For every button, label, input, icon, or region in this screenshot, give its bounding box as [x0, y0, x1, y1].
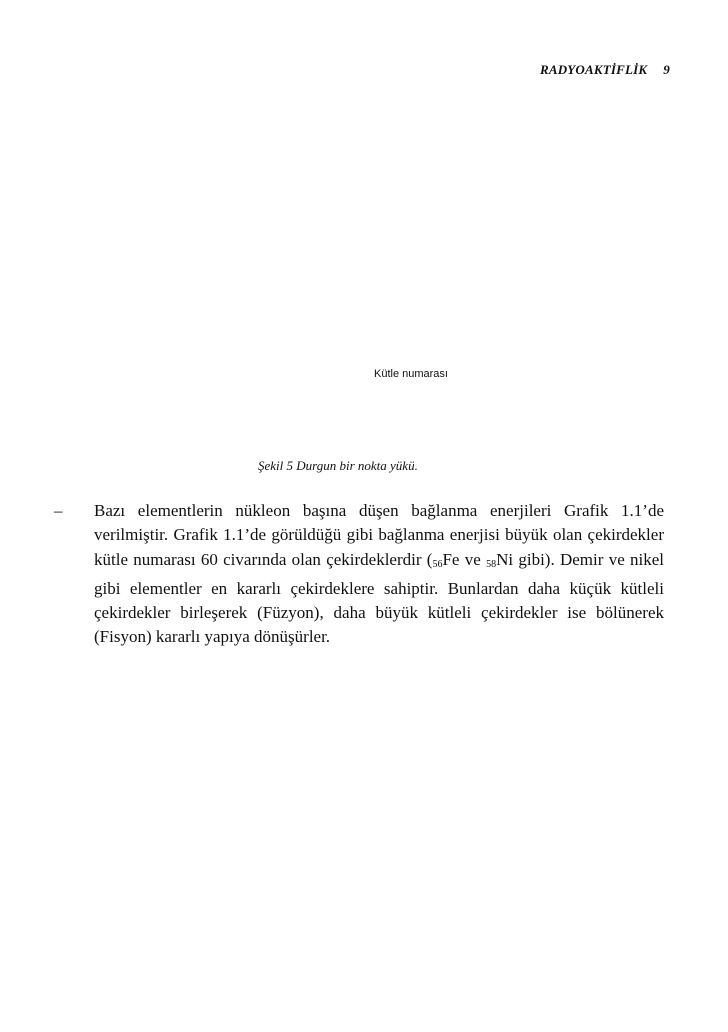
paragraph-part-2: Ni gibi). Demir ve nikel gibi elementler en kararlı çekirdeklere sahiptir. Bunlardan daha küçük kütleli çekirdekler birleşerek (Füzyon), daha büyük kütleli çekirdekler ise bölünerek (Fisyon) kararlı yapıya dönüşürler. [94, 549, 665, 647]
bullet-dash: – [54, 501, 63, 520]
fe-symbol: Fe ve [442, 549, 487, 569]
bullet-paragraph [54, 499, 664, 650]
page-number: 9 [663, 62, 670, 77]
header-title: RADYOAKTİFLİK [539, 62, 648, 77]
figure-caption: Şekil 5 Durgun bir nokta yükü. [258, 458, 418, 473]
running-header [540, 62, 670, 78]
paragraph-text [94, 499, 664, 650]
paragraph-part-1: Bazı elementlerin nükleon başına düşen bağlanma enerjileri Grafik 1.1’de verilmiştir. Grafik 1.1’de görüldüğü gibi bağlanma enerjisi büyük olan çekirdekler kütle numarası 60 civarında olan çekirdeklerdir ( [94, 501, 664, 569]
figure-x-axis-label: Kütle numarası [374, 368, 448, 380]
fe-mass-number: 56 [432, 558, 443, 570]
ni-mass-number: 58 [486, 558, 497, 570]
